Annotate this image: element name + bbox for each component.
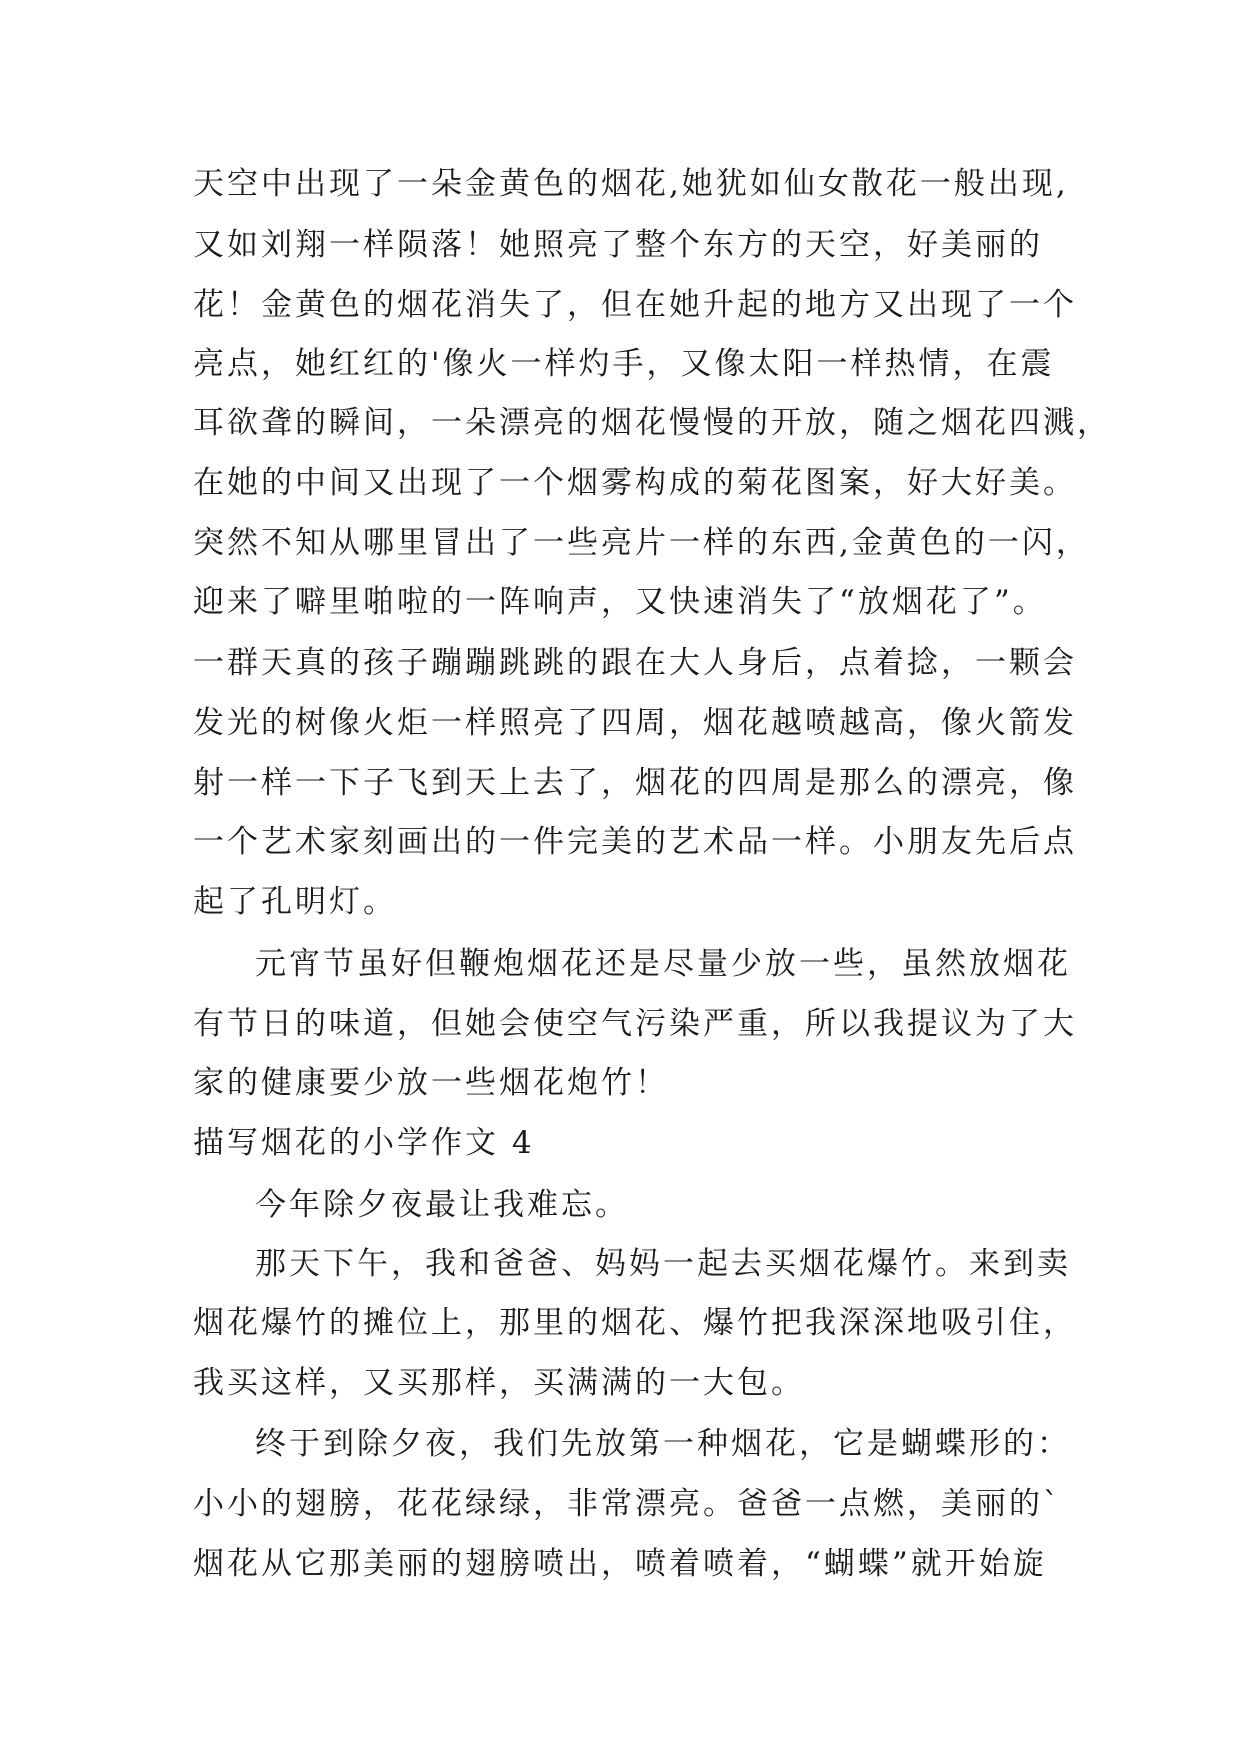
text-line: 天空中出现了一朵金黄色的烟花,她犹如仙女散花一般出现, — [193, 166, 1069, 202]
text-line: 烟花从它那美丽的翅膀喷出，喷着喷着，“蝴蝶”就开始旋 — [193, 1546, 1047, 1582]
text-line: 亮点，她红红的'像火一样灼手，又像太阳一样热情，在震 — [193, 346, 1055, 382]
paragraph-first-line: 今年除夕夜最让我难忘。 — [255, 1187, 629, 1223]
paragraph-first-line: 元宵节虽好但鞭炮烟花还是尽量少放一些，虽然放烟花 — [255, 946, 1071, 982]
text-line: 一群天真的孩子蹦蹦跳跳的跟在大人身后，点着捻，一颗会 — [193, 645, 1077, 681]
text-line: 射一样一下子飞到天上去了，烟花的四周是那么的漂亮，像 — [193, 765, 1077, 801]
text-line: 发光的树像火炬一样照亮了四周，烟花越喷越高，像火箭发 — [193, 705, 1077, 741]
text-line: 小小的翅膀，花花绿绿，非常漂亮。爸爸一点燃，美丽的` — [193, 1486, 1062, 1522]
text-line: 在她的中间又出现了一个烟雾构成的菊花图案，好大好美。 — [193, 465, 1077, 501]
text-line: 我买这样，又买那样，买满满的一大包。 — [193, 1365, 805, 1401]
text-line: 又如刘翔一样陨落！她照亮了整个东方的天空，好美丽的 — [193, 227, 1043, 263]
text-line: 烟花爆竹的摊位上，那里的烟花、爆竹把我深深地吸引住， — [193, 1305, 1077, 1341]
text-line: 突然不知从哪里冒出了一些亮片一样的东西,金黄色的一闪， — [193, 525, 1090, 561]
text-line: 起了孔明灯。 — [193, 884, 397, 920]
text-line: 花！金黄色的烟花消失了，但在她升起的地方又出现了一个 — [193, 287, 1077, 323]
text-line: 家的健康要少放一些烟花炮竹！ — [193, 1065, 669, 1101]
section-heading: 描写烟花的小学作文 4 — [193, 1125, 535, 1161]
text-line: 迎来了噼里啪啦的一阵响声，又快速消失了“放烟花了”。 — [193, 584, 1047, 620]
text-line: 一个艺术家刻画出的一件完美的艺术品一样。小朋友先后点 — [193, 824, 1077, 860]
text-line: 耳欲聋的瞬间，一朵漂亮的烟花慢慢的开放，随之烟花四溅， — [193, 405, 1111, 441]
text-line: 有节日的味道，但她会使空气污染严重，所以我提议为了大 — [193, 1006, 1077, 1042]
paragraph-first-line: 那天下午，我和爸爸、妈妈一起去买烟花爆竹。来到卖 — [255, 1246, 1071, 1282]
paragraph-first-line: 终于到除夕夜，我们先放第一种烟花，它是蝴蝶形的： — [255, 1426, 1071, 1462]
